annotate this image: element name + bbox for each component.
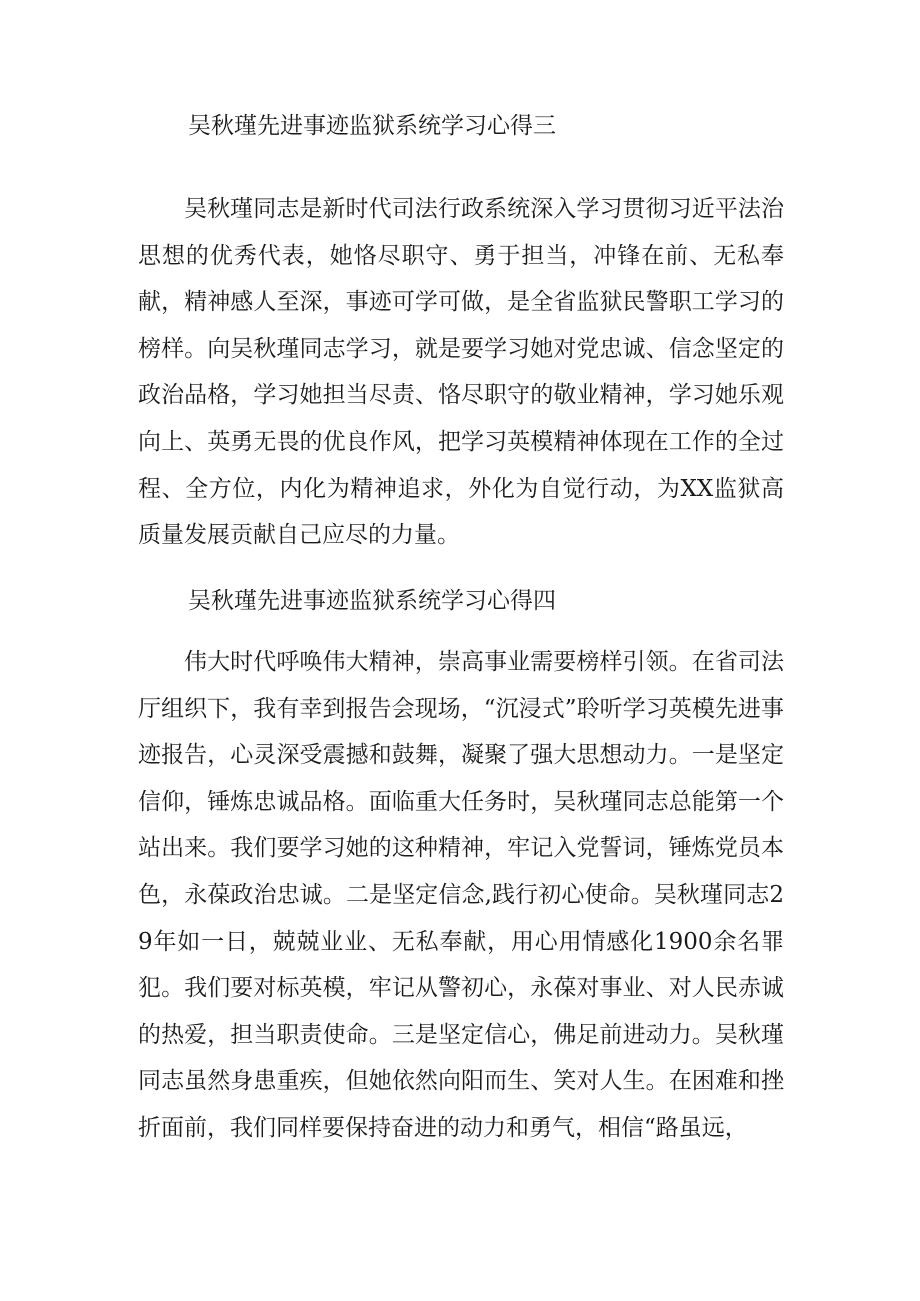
section-paragraph: 吴秋瑾同志是新时代司法行政系统深入学习贯彻习近平法治思想的优秀代表，她恪尽职守、勇于担当，冲锋在前、无私奉献，精神感人至深，事迹可学可做，是全省监狱民警职工学习的榜样。向吴秋瑾同志学习，就是要学习她对党忠诚、信念坚定的政治品格，学习她担当尽责、恪尽职守的敬业精神，学习她乐观向上、英勇无畏的优良作风，把学习英模精神体现在工作的全过程、全方位，内化为精神追求，外化为自觉行动，为XX监狱高质量发展贡献自己应尽的力量。 xyxy=(138,196,784,549)
section-title: 吴秋瑾先进事迹监狱系统学习心得三 xyxy=(188,113,556,139)
section-title: 吴秋瑾先进事迹监狱系统学习心得四 xyxy=(188,588,556,614)
section-paragraph: 伟大时代呼唤伟大精神，崇高事业需要榜样引领。在省司法厅组织下，我有幸到报告会现场，“沉浸式”聆听学习英模先进事迹报告，心灵深受震撼和鼓舞，凝聚了强大思想动力。一是坚定信仰，锤炼忠诚品格。面临重大任务时，吴秋瑾同志总能第一个站出来。我们要学习她的这种精神，牢记入党誓词，锤炼党员本色，永葆政治忠诚。二是坚定信念,践行初心使命。吴秋瑾同志29年如一日，兢兢业业、无私奉献，用心用情感化1900余名罪犯。我们要对标英模，牢记从警初心，永葆对事业、对人民赤诚的热爱，担当职责使命。三是坚定信心，佛足前进动力。吴秋瑾同志虽然身患重疾，但她依然向阳而生、笑对人生。在困难和挫折面前，我们同样要保持奋进的动力和勇气，相信“路虽远， xyxy=(138,649,784,1141)
